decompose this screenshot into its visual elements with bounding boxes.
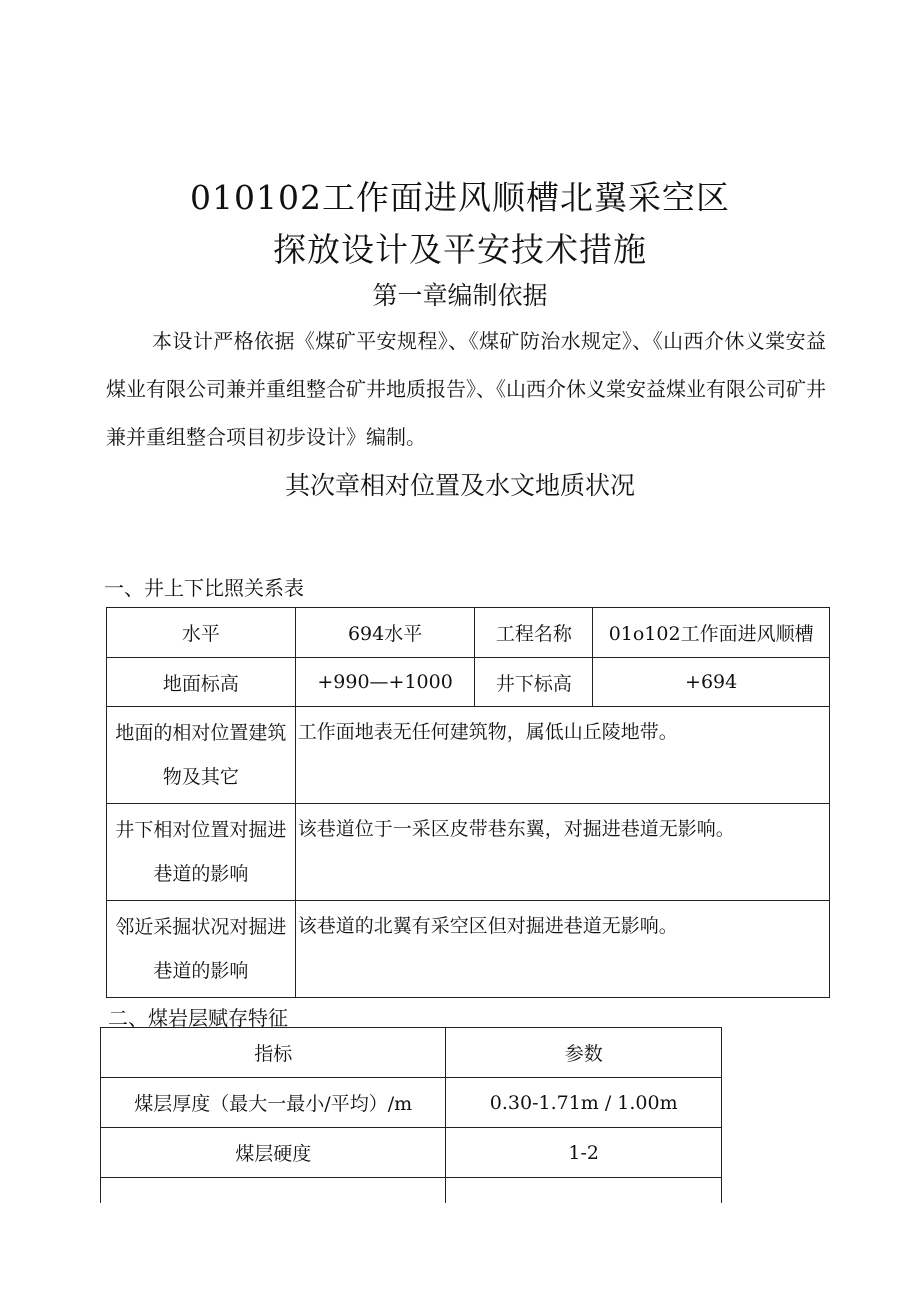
table-row [107,608,830,658]
column-header: 指标 [101,1028,446,1078]
chapter1-paragraph: 本设计严格依据《煤矿平安规程》、《煤矿防治水规定》、《山西介休义棠安益煤业有限公司兼并重组整合矿井地质报告》、《山西介休义棠安益煤业有限公司矿井兼并重组整合项目初步设计》编制。 [106,329,826,449]
cell-value: +694 [593,658,830,707]
cell-label: 井下标高 [475,658,593,707]
coal-seam-table [100,1027,722,1203]
well-comparison-table [106,607,830,998]
table-row [107,804,830,901]
cell-label: 地面标高 [107,658,296,707]
cell-label: 水平 [107,608,296,658]
cell-parameter: 0.30-1.71m / 1.00m [446,1078,722,1128]
cell-value: 01o102工作面进风顺槽 [593,608,830,658]
cell-description: 该巷道位于一采区皮带巷东翼，对掘进巷道无影响。 [295,804,829,901]
document-title-line2: 探放设计及平安技术措施 [273,230,647,269]
cell-label: 井下相对位置对掘进巷道的影响 [107,804,296,901]
cell-value: +990—+1000 [295,658,475,707]
table-row [101,1078,722,1128]
chapter2-heading: 其次章相对位置及水文地质状况 [284,471,635,500]
cell-description: 工作面地表无任何建筑物，属低山丘陵地带。 [295,707,829,804]
cell-indicator: 煤层厚度（最大一最小/平均）/m [101,1078,446,1128]
cell-label: 工程名称 [475,608,593,658]
cell-description: 该巷道的北翼有采空区但对掘进巷道无影响。 [295,901,829,998]
document-title-line1: 010102工作面进风顺槽北翼采空区 [190,178,730,217]
table-row [107,901,830,998]
cell-value: 694水平 [295,608,475,658]
table-header-row [101,1028,722,1078]
column-header: 参数 [446,1028,722,1078]
cell-indicator: 煤层硬度 [101,1128,446,1178]
table-row-partial [101,1178,722,1203]
cell-label: 地面的相对位置建筑物及其它 [107,707,296,804]
table-row [107,658,830,707]
chapter1-heading: 第一章编制依据 [372,281,548,310]
table-row [107,707,830,804]
cell-label: 邻近采掘状况对掘进巷道的影响 [107,901,296,998]
table-row [101,1128,722,1178]
cell-parameter: 1-2 [446,1128,722,1178]
section2-heading: 二、煤岩层赋存特征 [108,1006,288,1030]
section1-heading: 一、井上下比照关系表 [104,576,304,600]
